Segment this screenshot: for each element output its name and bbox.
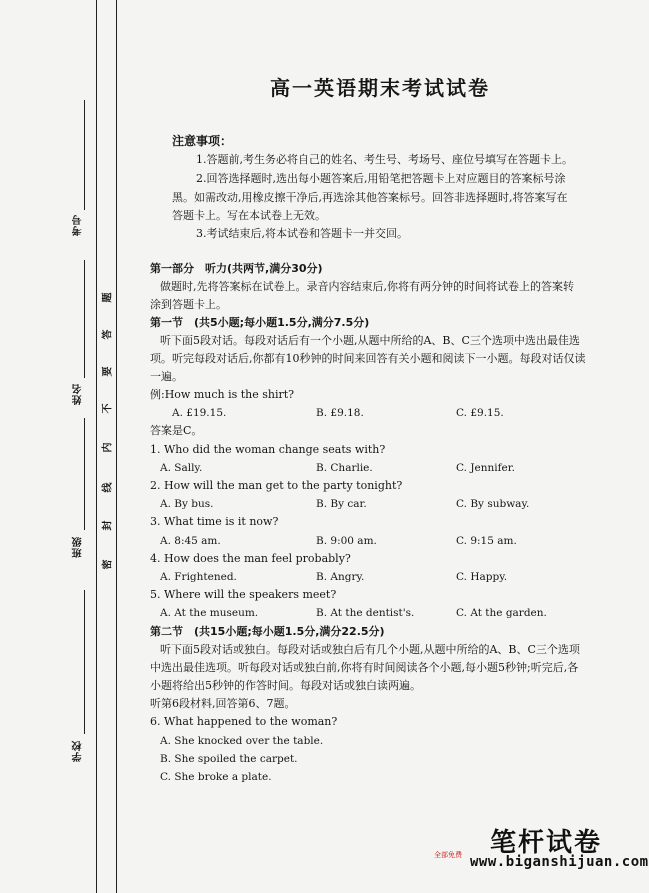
question-option: B. She spoiled the carpet. — [160, 753, 298, 765]
part1-intro-line: 做题时,先将答案标在试卷上。录音内容结束后,你将有两分钟的时间将试卷上的答案转 — [160, 280, 574, 293]
question-option: C. 9:15 am. — [456, 535, 517, 547]
binding-line-inner — [116, 0, 117, 893]
watermark-logo — [434, 822, 649, 882]
field-line-exam-number — [84, 100, 85, 210]
section2-intro-line: 听下面5段对话或独白。每段对话或独白后有几个小题,从题中所给的A、B、C三个选项 — [160, 643, 580, 656]
question-text: 2. How will the man get to the party tonight? — [150, 479, 403, 492]
notice-heading: 注意事项： — [172, 134, 233, 148]
question-option: B. 9:00 am. — [316, 535, 377, 547]
seal-char: 题 — [102, 292, 114, 303]
watermark-title: 笔杆试卷 — [490, 828, 603, 858]
notice-line: 2.回答选择题时,选出每小题答案后,用铅笔把答题卡上对应题目的答案标号涂 — [196, 172, 566, 185]
page-title: 高一英语期末考试试卷 — [270, 76, 490, 100]
question-option: C. At the garden. — [456, 607, 547, 619]
question-option: A. At the museum. — [160, 607, 259, 619]
question-option: A. 8:45 am. — [160, 535, 221, 547]
question-text: 4. How does the man feel probably? — [150, 552, 351, 565]
field-label-school: 学校 — [73, 740, 84, 762]
field-line-school — [84, 590, 85, 734]
notice-line: 3.考试结束后,将本试卷和答题卡一并交回。 — [196, 227, 408, 240]
question-text: 6. What happened to the woman? — [150, 715, 338, 728]
notice-line: 黑。如需改动,用橡皮擦干净后,再选涂其他答案标号。回答非选择题时,将答案写在 — [172, 191, 568, 204]
section1-heading: 第一节 (共5小题;每小题1.5分,满分7.5分) — [150, 316, 370, 329]
seal-char: 要 — [102, 366, 114, 377]
question-option: A. By bus. — [160, 498, 214, 510]
question-text: 3. What time is it now? — [150, 515, 279, 528]
part1-heading: 第一部分 听力(共两节,满分30分) — [150, 262, 323, 275]
notice-line: 1.答题前,考生务必将自己的姓名、考生号、考场号、座位号填写在答题卡上。 — [196, 153, 573, 166]
section1-intro-line: 听下面5段对话。每段对话后有一个小题,从题中所给的A、B、C三个选项中选出最佳选 — [160, 334, 580, 347]
watermark-url: www.biganshijuan.com — [470, 854, 649, 870]
part1-intro-line: 涂到答题卡上。 — [150, 298, 227, 311]
field-line-class — [84, 418, 85, 530]
section1-intro-line: 项。听完每段对话后,你都有10秒钟的时间来回答有关小题和阅读下一小题。每段对话仅读 — [150, 352, 586, 365]
question-option: B. Angry. — [316, 571, 365, 583]
notice-line: 答题卡上。写在本试卷上无效。 — [172, 209, 326, 222]
seal-char: 答 — [102, 329, 114, 340]
example-option: B. £9.18. — [316, 407, 364, 419]
seal-char: 密 — [102, 559, 114, 570]
seal-char: 内 — [102, 442, 114, 453]
question-option: C. By subway. — [456, 498, 530, 510]
question-option: A. Frightened. — [160, 571, 237, 583]
question-option: B. Charlie. — [316, 462, 373, 474]
question-option: C. Jennifer. — [456, 462, 515, 474]
question-option: C. Happy. — [456, 571, 508, 583]
section2-intro-line: 中选出最佳选项。听每段对话或独白前,你将有时间阅读各个小题,每小题5秒钟;听完后,各 — [150, 661, 579, 674]
question-option: A. She knocked over the table. — [160, 735, 324, 747]
section1-intro-line: 一遍。 — [150, 370, 183, 383]
field-label-exam-number: 考号 — [73, 214, 84, 236]
example-option: A. £19.15. — [172, 407, 227, 419]
field-line-name — [84, 260, 85, 378]
question-option: C. She broke a plate. — [160, 771, 272, 783]
field-label-class: 班级 — [73, 536, 84, 558]
material-note: 听第6段材料,回答第6、7题。 — [150, 697, 296, 710]
field-label-name: 姓名 — [73, 383, 84, 405]
section2-heading: 第二节 (共15小题;每小题1.5分,满分22.5分) — [150, 625, 385, 638]
question-option: B. By car. — [316, 498, 367, 510]
seal-char: 不 — [102, 403, 114, 414]
question-option: B. At the dentist's. — [316, 607, 415, 619]
binding-line-outer — [96, 0, 97, 893]
question-text: 5. Where will the speakers meet? — [150, 588, 337, 601]
question-text: 1. Who did the woman change seats with? — [150, 443, 386, 456]
watermark-free-tag: 全部免费 — [434, 851, 462, 859]
example-question: 例:How much is the shirt? — [150, 388, 295, 401]
section2-intro-line: 小题将给出5秒钟的作答时间。每段对话或独白读两遍。 — [150, 679, 421, 692]
seal-char: 线 — [102, 482, 114, 493]
example-option: C. £9.15. — [456, 407, 504, 419]
example-answer: 答案是C。 — [150, 424, 203, 437]
seal-char: 封 — [102, 520, 114, 531]
question-option: A. Sally. — [160, 462, 203, 474]
